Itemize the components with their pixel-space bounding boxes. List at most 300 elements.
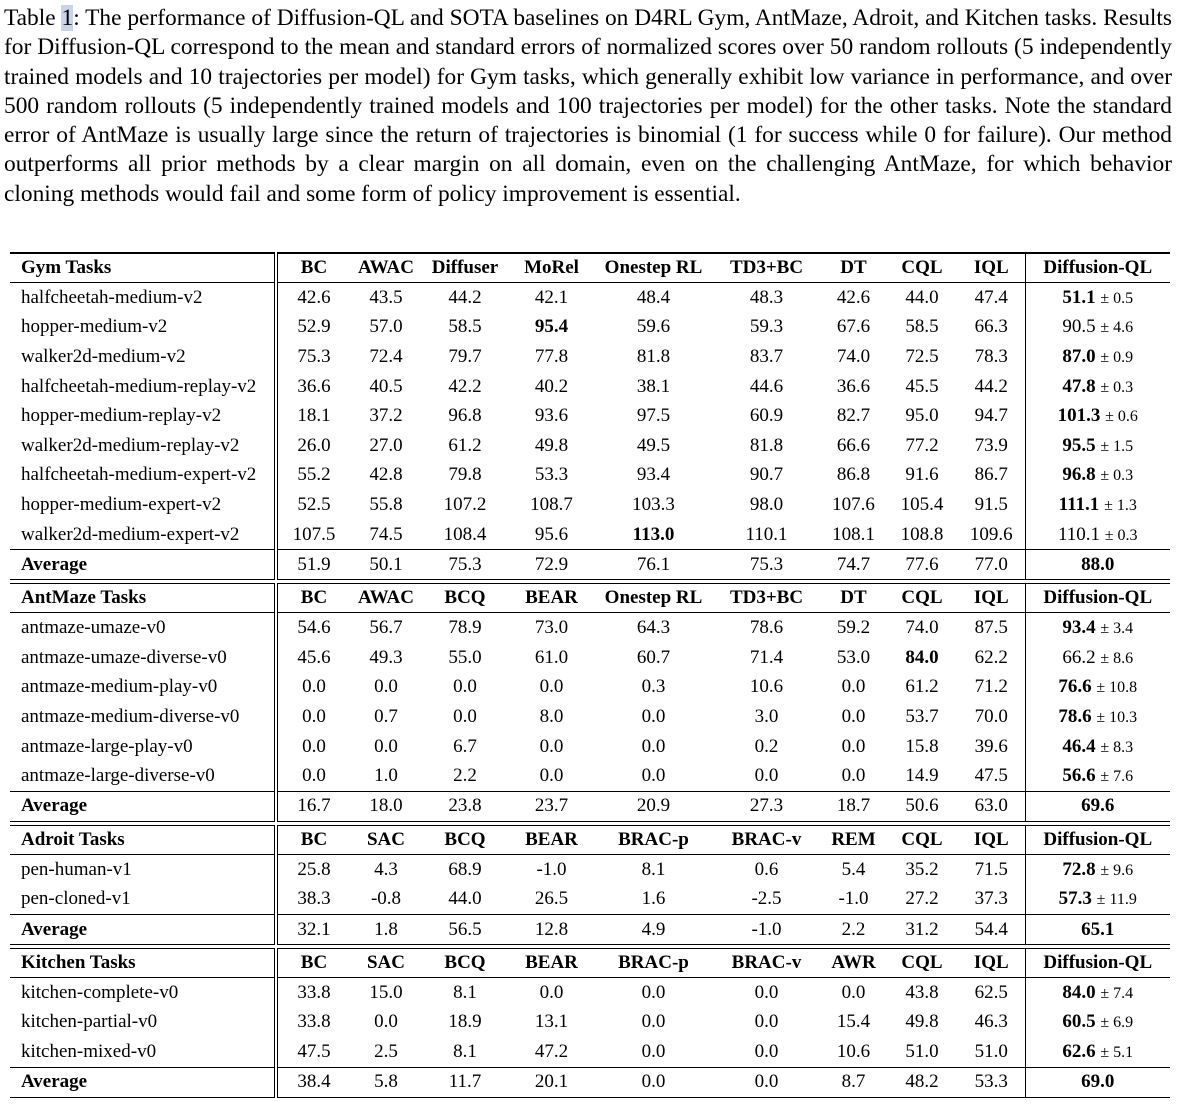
diffusion-ql-cell xyxy=(1025,761,1170,791)
score-cell: 90.7 xyxy=(749,464,784,486)
score-cell: 0.3 xyxy=(641,676,666,698)
score-cell: 18.9 xyxy=(448,1011,482,1033)
score-cell: 0.0 xyxy=(539,676,564,698)
diffusion-ql-cell xyxy=(1025,1037,1170,1067)
score-cell: 0.0 xyxy=(374,676,398,698)
score-cell: 0.0 xyxy=(841,676,866,698)
results-table xyxy=(10,252,1170,1098)
diffusion-ql-stderr: ± 7.6 xyxy=(1100,768,1134,786)
score-cell: 105.4 xyxy=(900,493,944,515)
table-row xyxy=(10,401,1170,431)
column-header: IQL xyxy=(958,949,1025,978)
task-name: halfcheetah-medium-expert-v2 xyxy=(21,464,257,486)
column-header: SAC xyxy=(350,825,422,854)
score-cell: 42.6 xyxy=(276,283,350,313)
score-cell: 2.2 xyxy=(453,765,477,787)
average-cell: 75.3 xyxy=(712,550,821,580)
column-header: BRAC-p xyxy=(595,825,712,854)
score-cell: 0.0 xyxy=(453,676,477,698)
average-label: Average xyxy=(10,791,276,821)
diffusion-ql-stderr: ± 1.3 xyxy=(1104,496,1137,514)
score-cell: 110.1 xyxy=(745,523,788,545)
score-cell: 73.0 xyxy=(534,617,569,639)
column-header: BCQ xyxy=(422,584,508,613)
column-header: DT xyxy=(821,584,886,613)
score-cell: -2.5 xyxy=(751,888,782,910)
score-cell: 71.2 xyxy=(974,676,1008,698)
task-name: antmaze-medium-play-v0 xyxy=(21,676,218,698)
column-header: BRAC-v xyxy=(712,825,821,854)
column-header: Onestep RL xyxy=(595,584,712,613)
score-cell: 8.1 xyxy=(453,981,477,1003)
diffusion-ql-mean: 101.3 xyxy=(1057,405,1101,427)
score-cell: 81.8 xyxy=(749,434,784,456)
score-cell: 0.0 xyxy=(374,735,398,757)
average-cell: 0.0 xyxy=(712,1067,821,1097)
table-row xyxy=(10,702,1170,732)
task-name: kitchen-partial-v0 xyxy=(21,1011,158,1033)
table-row xyxy=(10,461,1170,491)
score-cell: 49.8 xyxy=(534,434,569,456)
score-cell: 71.4 xyxy=(749,646,784,668)
score-cell: 47.5 xyxy=(276,1037,350,1067)
score-cell: 0.0 xyxy=(539,981,564,1003)
score-cell: 86.7 xyxy=(974,464,1008,486)
diffusion-ql-mean: 111.1 xyxy=(1058,493,1100,515)
section-header-row xyxy=(10,825,1170,854)
column-header: CQL xyxy=(886,253,958,283)
score-cell: 45.6 xyxy=(276,643,350,673)
average-row xyxy=(10,915,1170,945)
average-cell: 0.0 xyxy=(595,1067,712,1097)
section-title: Adroit Tasks xyxy=(10,825,276,854)
table-row xyxy=(10,520,1170,550)
score-cell: 6.7 xyxy=(453,735,477,757)
score-cell: 86.8 xyxy=(836,464,871,486)
table-section xyxy=(10,253,1170,584)
score-cell: 95.4 xyxy=(534,316,569,338)
score-cell: 1.6 xyxy=(641,888,666,910)
score-cell: 0.6 xyxy=(754,858,779,880)
score-cell: 60.9 xyxy=(749,405,784,427)
average-cell: 56.5 xyxy=(422,915,508,945)
diffusion-ql-stderr: ± 4.6 xyxy=(1100,319,1134,337)
section-header-row xyxy=(10,584,1170,613)
task-name: walker2d-medium-v2 xyxy=(21,345,186,367)
score-cell: 44.0 xyxy=(448,888,482,910)
score-cell: 103.3 xyxy=(632,493,675,515)
score-cell: 58.5 xyxy=(905,316,939,338)
diffusion-ql-cell xyxy=(1025,283,1170,313)
task-name: pen-human-v1 xyxy=(21,858,132,880)
score-cell: 25.8 xyxy=(276,854,350,884)
diffusion-ql-stderr: ± 3.4 xyxy=(1100,620,1134,638)
average-cell: 50.6 xyxy=(886,791,958,821)
diffusion-ql-mean: 110.1 xyxy=(1057,523,1100,545)
diffusion-ql-cell xyxy=(1025,673,1170,703)
column-header: IQL xyxy=(958,825,1025,854)
score-cell: 44.2 xyxy=(448,286,482,308)
task-name: hopper-medium-replay-v2 xyxy=(21,405,222,427)
diffusion-ql-stderr: ± 10.8 xyxy=(1096,679,1138,697)
average-cell: 63.0 xyxy=(958,791,1025,821)
column-header: BEAR xyxy=(508,584,595,613)
score-cell: 113.0 xyxy=(632,523,675,545)
column-header: BCQ xyxy=(422,825,508,854)
diffusion-ql-stderr: ± 1.5 xyxy=(1100,437,1134,455)
score-cell: 56.7 xyxy=(369,617,403,639)
score-cell: 51.0 xyxy=(974,1041,1008,1063)
score-cell: 66.6 xyxy=(836,434,871,456)
column-header: DT xyxy=(821,253,886,283)
score-cell: 70.0 xyxy=(974,705,1008,727)
task-name: pen-cloned-v1 xyxy=(21,888,131,910)
task-name: antmaze-umaze-v0 xyxy=(21,617,166,639)
diffusion-ql-mean: 66.2 xyxy=(1062,646,1096,668)
score-cell: 0.0 xyxy=(841,735,866,757)
column-header: TD3+BC xyxy=(712,253,821,283)
score-cell: 27.0 xyxy=(369,434,403,456)
score-cell: -1.0 xyxy=(838,888,869,910)
average-cell: 32.1 xyxy=(276,915,350,945)
task-name: halfcheetah-medium-v2 xyxy=(21,286,203,308)
score-cell: 8.1 xyxy=(453,1041,477,1063)
score-cell: 84.0 xyxy=(905,646,939,668)
score-cell: 14.9 xyxy=(905,765,939,787)
average-cell: 76.1 xyxy=(595,550,712,580)
table-row xyxy=(10,313,1170,343)
score-cell: 53.3 xyxy=(534,464,569,486)
average-cell: 72.9 xyxy=(508,550,595,580)
score-cell: 39.6 xyxy=(974,735,1008,757)
average-cell: 20.1 xyxy=(508,1067,595,1097)
average-cell: -1.0 xyxy=(712,915,821,945)
column-header: Onestep RL xyxy=(595,253,712,283)
score-cell: 87.5 xyxy=(974,617,1008,639)
table-section xyxy=(10,949,1170,1098)
score-cell: 59.3 xyxy=(749,316,784,338)
column-header: BC xyxy=(276,584,350,613)
score-cell: 78.9 xyxy=(448,617,482,639)
diffusion-ql-mean: 96.8 xyxy=(1062,464,1096,486)
diffusion-ql-cell xyxy=(1025,732,1170,762)
score-cell: 0.0 xyxy=(539,735,564,757)
score-cell: -1.0 xyxy=(536,858,567,880)
average-diffusion-ql: 88.0 xyxy=(1025,550,1170,580)
score-cell: 75.3 xyxy=(276,342,350,372)
average-cell: 77.6 xyxy=(886,550,958,580)
average-cell: 54.4 xyxy=(958,915,1025,945)
score-cell: 33.8 xyxy=(276,978,350,1008)
diffusion-ql-mean: 76.6 xyxy=(1058,676,1092,698)
average-cell: 16.7 xyxy=(276,791,350,821)
score-cell: 0.0 xyxy=(641,1041,666,1063)
task-name: kitchen-complete-v0 xyxy=(21,981,179,1003)
task-name: antmaze-large-diverse-v0 xyxy=(21,765,215,787)
diffusion-ql-cell xyxy=(1025,490,1170,520)
score-cell: 42.2 xyxy=(448,375,482,397)
section-title: AntMaze Tasks xyxy=(10,584,276,613)
score-cell: 0.0 xyxy=(276,702,350,732)
column-header: BCQ xyxy=(422,949,508,978)
diffusion-ql-cell xyxy=(1025,613,1170,643)
score-cell: 51.0 xyxy=(905,1041,939,1063)
score-cell: 37.3 xyxy=(974,888,1008,910)
score-cell: 4.3 xyxy=(374,858,398,880)
score-cell: 15.8 xyxy=(905,735,939,757)
score-cell: 0.0 xyxy=(841,981,866,1003)
column-header: IQL xyxy=(958,253,1025,283)
task-name: hopper-medium-expert-v2 xyxy=(21,493,222,515)
table-row xyxy=(10,490,1170,520)
average-cell: 11.7 xyxy=(422,1067,508,1097)
diffusion-ql-stderr: ± 0.3 xyxy=(1100,378,1134,396)
score-cell: 0.7 xyxy=(374,705,398,727)
score-cell: 95.6 xyxy=(534,523,569,545)
score-cell: 0.0 xyxy=(841,705,866,727)
diffusion-ql-cell xyxy=(1025,313,1170,343)
diffusion-ql-mean: 90.5 xyxy=(1062,316,1096,338)
score-cell: 44.6 xyxy=(749,375,784,397)
score-cell: 0.0 xyxy=(754,1011,779,1033)
score-cell: 27.2 xyxy=(905,888,939,910)
score-cell: 109.6 xyxy=(969,523,1013,545)
diffusion-ql-cell xyxy=(1025,431,1170,461)
average-cell: 23.7 xyxy=(508,791,595,821)
diffusion-ql-mean: 47.8 xyxy=(1062,375,1096,397)
score-cell: 66.3 xyxy=(974,316,1008,338)
diffusion-ql-stderr: ± 8.6 xyxy=(1100,649,1134,667)
diffusion-ql-mean: 78.6 xyxy=(1058,705,1092,727)
score-cell: 33.8 xyxy=(276,1008,350,1038)
score-cell: 74.0 xyxy=(905,617,939,639)
score-cell: 91.6 xyxy=(905,464,939,486)
score-cell: 107.2 xyxy=(443,493,487,515)
score-cell: 59.2 xyxy=(836,617,871,639)
diffusion-ql-stderr: ± 9.6 xyxy=(1100,861,1134,879)
score-cell: 0.0 xyxy=(539,765,564,787)
average-label: Average xyxy=(10,915,276,945)
task-name: walker2d-medium-expert-v2 xyxy=(21,523,240,545)
average-cell: 77.0 xyxy=(958,550,1025,580)
column-header: MoRel xyxy=(508,253,595,283)
score-cell: 0.0 xyxy=(641,981,666,1003)
diffusion-ql-mean: 62.6 xyxy=(1062,1041,1096,1063)
score-cell: 44.2 xyxy=(974,375,1008,397)
task-name: walker2d-medium-replay-v2 xyxy=(21,434,240,456)
section-header-row xyxy=(10,949,1170,978)
score-cell: 81.8 xyxy=(636,345,671,367)
diffusion-ql-stderr: ± 0.9 xyxy=(1100,348,1134,366)
score-cell: 43.5 xyxy=(369,286,403,308)
score-cell: 2.5 xyxy=(374,1041,398,1063)
diffusion-ql-mean: 51.1 xyxy=(1062,286,1096,308)
score-cell: 0.0 xyxy=(276,673,350,703)
score-cell: 40.5 xyxy=(369,375,403,397)
score-cell: 37.2 xyxy=(369,405,403,427)
average-row xyxy=(10,791,1170,821)
score-cell: 45.5 xyxy=(905,375,939,397)
score-cell: 38.3 xyxy=(276,885,350,915)
diffusion-ql-stderr: ± 8.3 xyxy=(1100,738,1134,756)
table-row xyxy=(10,673,1170,703)
average-diffusion-ql: 65.1 xyxy=(1025,915,1170,945)
score-cell: 53.7 xyxy=(905,705,939,727)
score-cell: 61.0 xyxy=(534,646,569,668)
score-cell: 47.4 xyxy=(974,286,1008,308)
table-row xyxy=(10,643,1170,673)
table-section xyxy=(10,825,1170,948)
score-cell: 0.0 xyxy=(641,735,666,757)
score-cell: 36.6 xyxy=(276,372,350,402)
table-row xyxy=(10,342,1170,372)
score-cell: 61.2 xyxy=(448,434,482,456)
score-cell: 74.0 xyxy=(836,345,871,367)
diffusion-ql-cell xyxy=(1025,461,1170,491)
diffusion-ql-stderr: ± 10.3 xyxy=(1096,708,1138,726)
score-cell: 47.5 xyxy=(974,765,1008,787)
diffusion-ql-mean: 84.0 xyxy=(1062,981,1096,1003)
average-label: Average xyxy=(10,1067,276,1097)
diffusion-ql-stderr: ± 11.9 xyxy=(1096,891,1137,909)
diffusion-ql-stderr: ± 0.3 xyxy=(1100,467,1134,485)
average-cell: 4.9 xyxy=(595,915,712,945)
score-cell: 71.5 xyxy=(974,858,1008,880)
score-cell: 40.2 xyxy=(534,375,569,397)
diffusion-ql-stderr: ± 0.6 xyxy=(1105,408,1138,426)
diffusion-ql-mean: 95.5 xyxy=(1062,434,1096,456)
column-header: Diffusion-QL xyxy=(1025,584,1170,613)
column-header: BC xyxy=(276,949,350,978)
average-cell: 50.1 xyxy=(350,550,422,580)
task-name: antmaze-large-play-v0 xyxy=(21,735,193,757)
score-cell: 8.1 xyxy=(641,858,666,880)
score-cell: 0.0 xyxy=(754,1041,779,1063)
column-header: BC xyxy=(276,253,350,283)
score-cell: 1.0 xyxy=(374,765,398,787)
score-cell: 35.2 xyxy=(905,858,939,880)
column-header: IQL xyxy=(958,584,1025,613)
score-cell: 0.0 xyxy=(754,765,779,787)
score-cell: 0.0 xyxy=(276,732,350,762)
task-name: antmaze-umaze-diverse-v0 xyxy=(21,646,227,668)
column-header: Diffusion-QL xyxy=(1025,949,1170,978)
average-cell: 27.3 xyxy=(712,791,821,821)
score-cell: 55.8 xyxy=(369,493,403,515)
score-cell: 93.6 xyxy=(534,405,569,427)
table-row xyxy=(10,761,1170,791)
table-section xyxy=(10,584,1170,826)
table-row xyxy=(10,732,1170,762)
score-cell: 0.0 xyxy=(641,1011,666,1033)
score-cell: 42.1 xyxy=(534,286,569,308)
score-cell: 60.7 xyxy=(636,646,671,668)
diffusion-ql-cell xyxy=(1025,854,1170,884)
table-row xyxy=(10,1008,1170,1038)
diffusion-ql-cell xyxy=(1025,372,1170,402)
column-header: REM xyxy=(821,825,886,854)
table-row xyxy=(10,854,1170,884)
average-cell: 12.8 xyxy=(508,915,595,945)
score-cell: 38.1 xyxy=(636,375,671,397)
caption-prefix: Table xyxy=(4,5,62,31)
diffusion-ql-mean: 57.3 xyxy=(1058,888,1092,910)
diffusion-ql-mean: 46.4 xyxy=(1062,735,1096,757)
diffusion-ql-cell xyxy=(1025,702,1170,732)
score-cell: 107.6 xyxy=(832,493,875,515)
column-header: Diffuser xyxy=(422,253,508,283)
score-cell: 55.2 xyxy=(276,461,350,491)
table-caption xyxy=(4,4,1172,209)
diffusion-ql-stderr: ± 0.5 xyxy=(1100,289,1134,307)
score-cell: 54.6 xyxy=(276,613,350,643)
average-cell: 48.2 xyxy=(886,1067,958,1097)
score-cell: 0.2 xyxy=(754,735,779,757)
score-cell: 62.5 xyxy=(974,981,1008,1003)
diffusion-ql-cell xyxy=(1025,401,1170,431)
score-cell: 78.3 xyxy=(974,345,1008,367)
table-row xyxy=(10,978,1170,1008)
average-cell: 1.8 xyxy=(350,915,422,945)
score-cell: 91.5 xyxy=(974,493,1008,515)
diffusion-ql-mean: 93.4 xyxy=(1062,617,1096,639)
task-name: hopper-medium-v2 xyxy=(21,316,168,338)
average-cell: 20.9 xyxy=(595,791,712,821)
column-header: AWAC xyxy=(350,253,422,283)
task-name: antmaze-medium-diverse-v0 xyxy=(21,705,240,727)
score-cell: 52.5 xyxy=(276,490,350,520)
score-cell: 62.2 xyxy=(974,646,1008,668)
score-cell: 36.6 xyxy=(836,375,871,397)
average-diffusion-ql: 69.6 xyxy=(1025,791,1170,821)
score-cell: 10.6 xyxy=(836,1041,871,1063)
score-cell: 15.4 xyxy=(836,1011,871,1033)
average-cell: 53.3 xyxy=(958,1067,1025,1097)
diffusion-ql-stderr: ± 7.4 xyxy=(1100,984,1134,1002)
diffusion-ql-stderr: ± 5.1 xyxy=(1100,1044,1134,1062)
score-cell: 13.1 xyxy=(534,1011,569,1033)
score-cell: 79.7 xyxy=(448,345,482,367)
column-header: TD3+BC xyxy=(712,584,821,613)
score-cell: 83.7 xyxy=(749,345,784,367)
score-cell: 96.8 xyxy=(448,405,482,427)
score-cell: 48.3 xyxy=(749,286,784,308)
score-cell: 67.6 xyxy=(836,316,871,338)
score-cell: 74.5 xyxy=(369,523,403,545)
score-cell: 26.5 xyxy=(534,888,569,910)
column-header: BRAC-v xyxy=(712,949,821,978)
section-title: Kitchen Tasks xyxy=(10,949,276,978)
score-cell: 46.3 xyxy=(974,1011,1008,1033)
table-row xyxy=(10,283,1170,313)
score-cell: 18.1 xyxy=(276,401,350,431)
score-cell: 42.6 xyxy=(836,286,871,308)
score-cell: 0.0 xyxy=(374,1011,398,1033)
score-cell: 0.0 xyxy=(276,761,350,791)
diffusion-ql-mean: 56.6 xyxy=(1062,765,1096,787)
diffusion-ql-mean: 60.5 xyxy=(1062,1011,1096,1033)
score-cell: 108.7 xyxy=(530,493,573,515)
score-cell: 0.0 xyxy=(841,765,866,787)
score-cell: 47.2 xyxy=(534,1041,569,1063)
diffusion-ql-mean: 87.0 xyxy=(1062,345,1096,367)
column-header: BC xyxy=(276,825,350,854)
average-cell: 51.9 xyxy=(276,550,350,580)
score-cell: 94.7 xyxy=(974,405,1008,427)
table-row xyxy=(10,1037,1170,1067)
column-header: BEAR xyxy=(508,825,595,854)
average-row xyxy=(10,550,1170,580)
